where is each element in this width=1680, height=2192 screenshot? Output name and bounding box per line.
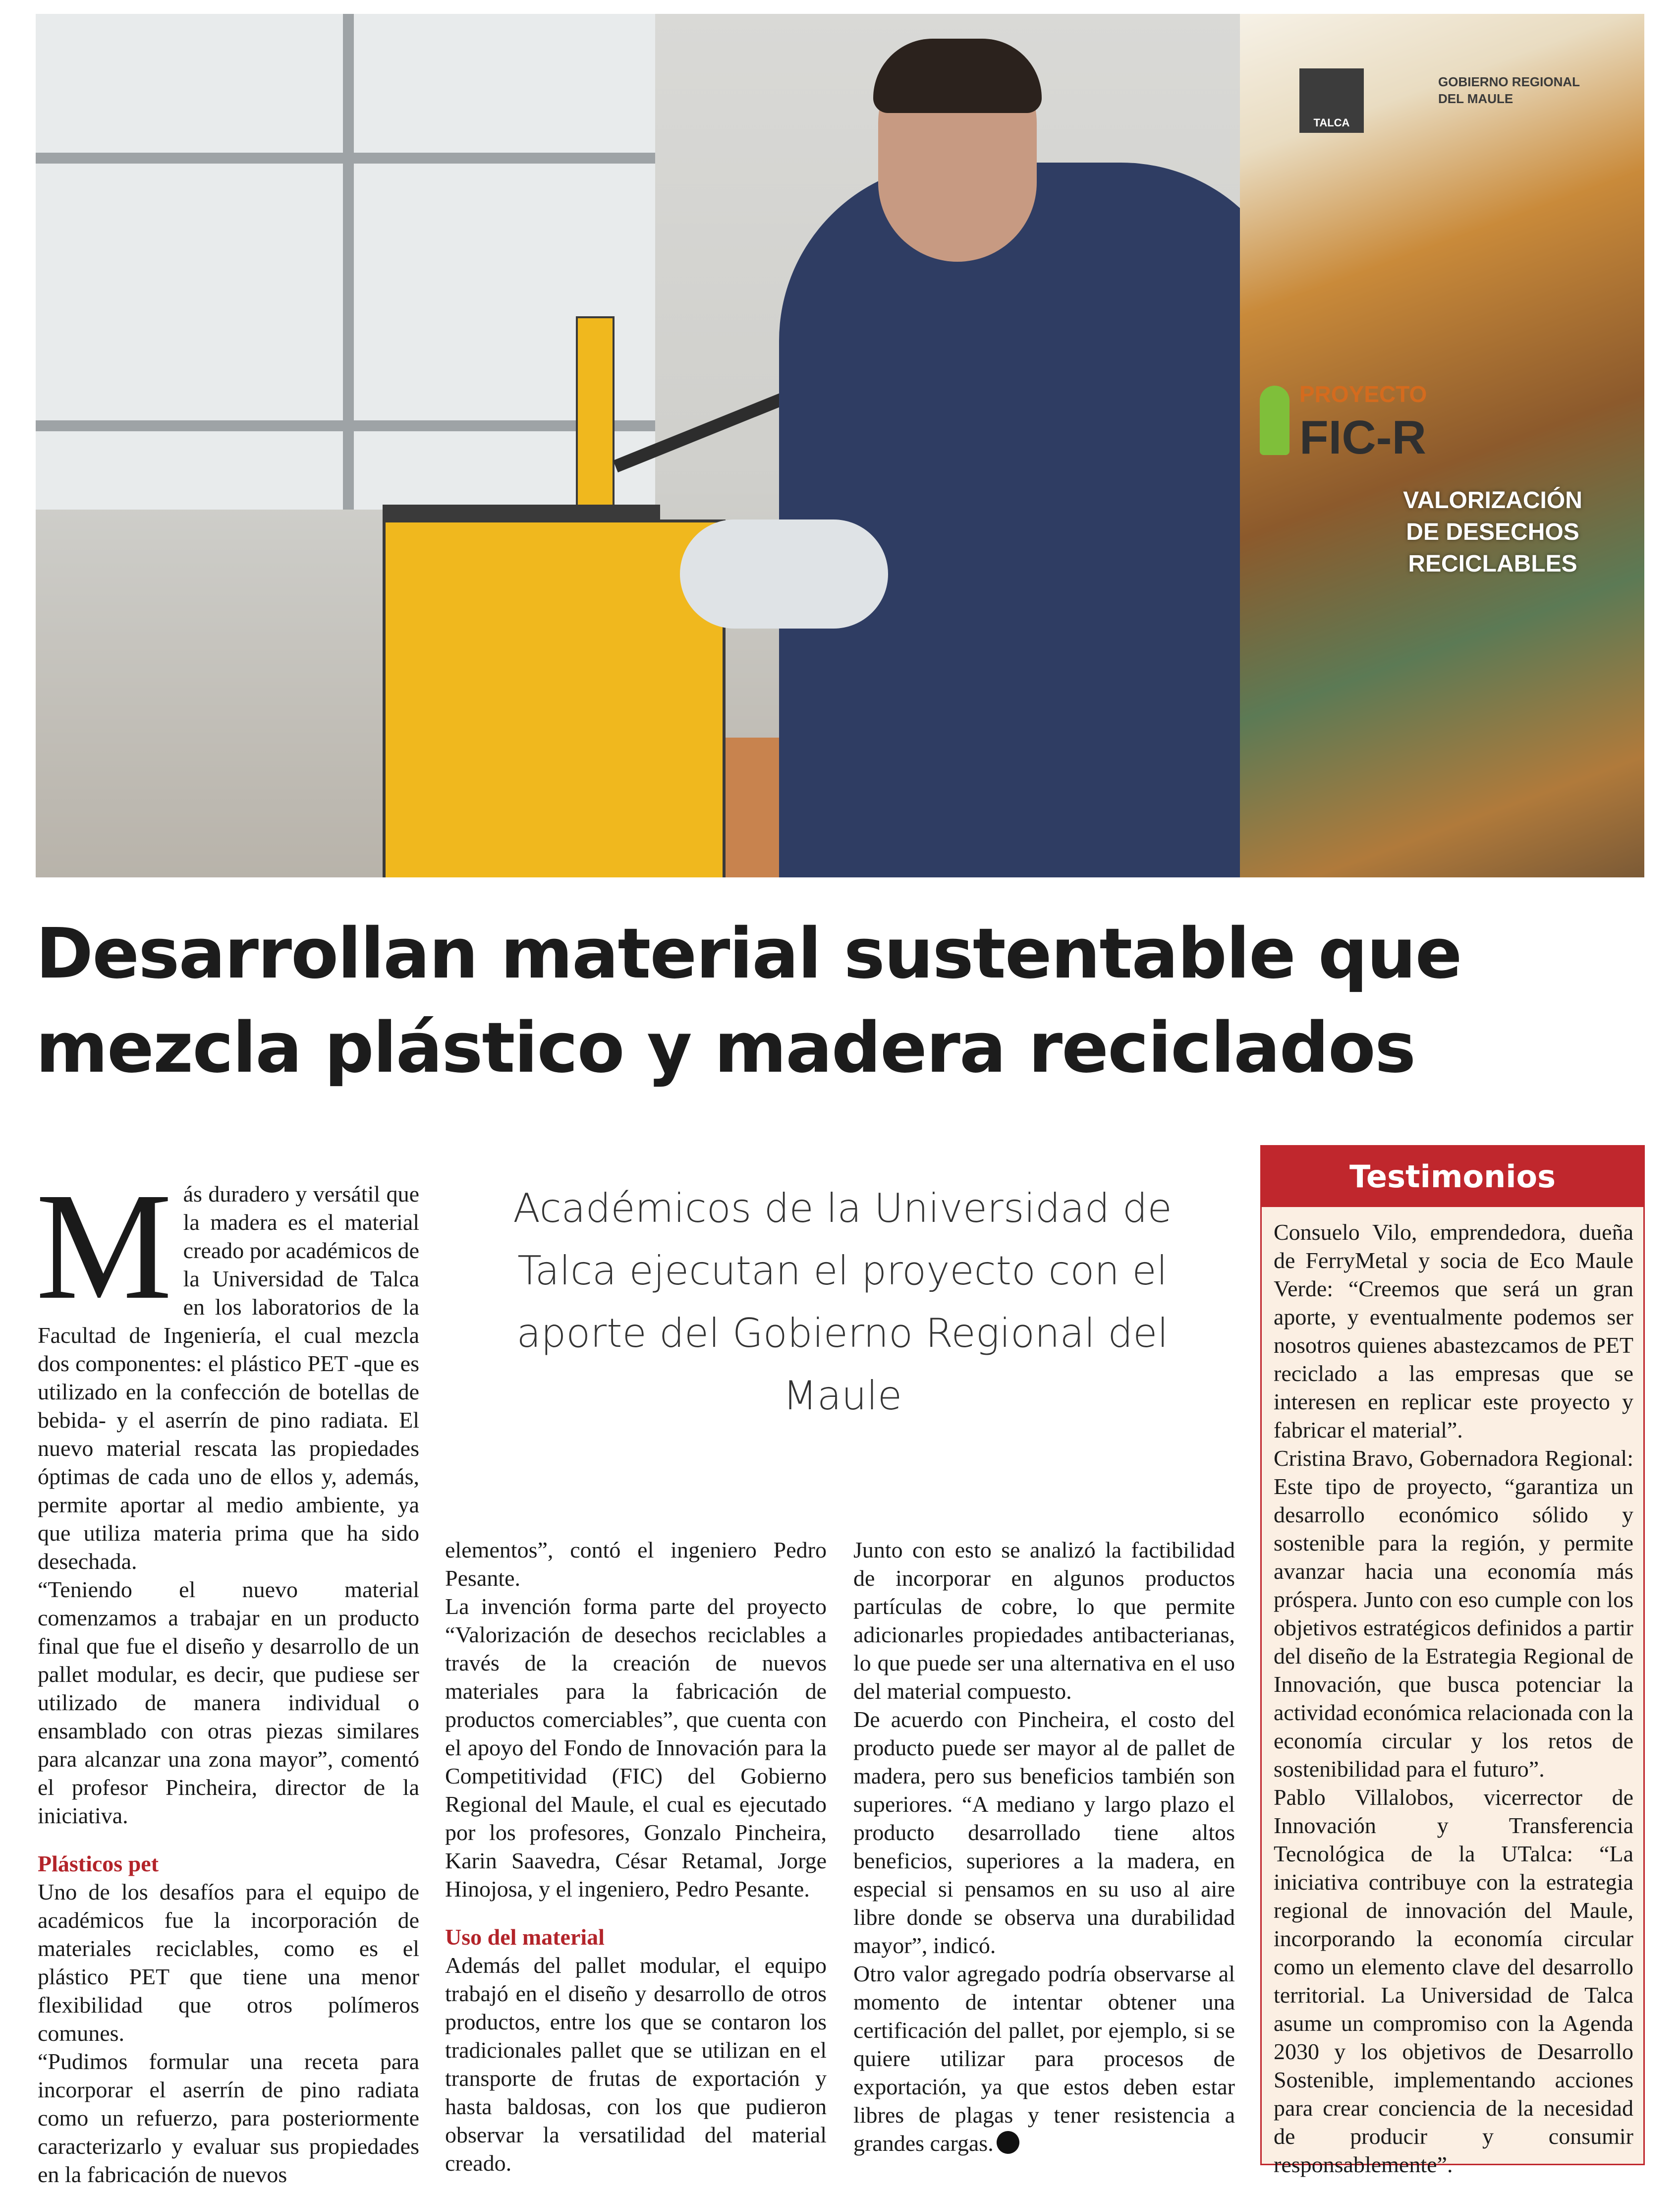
engineer-figure xyxy=(779,163,1299,877)
section-subhead: Uso del material xyxy=(445,1924,605,1950)
engineer-hair xyxy=(873,39,1042,113)
section-subhead: Plásticos pet xyxy=(38,1851,159,1876)
project-banner xyxy=(1240,14,1644,877)
lead-photo xyxy=(36,14,1644,877)
article-paragraph: Además del pallet modular, el equipo trabajó en el diseño y desarrollo de otros productos, entre los que se contaron los tradicionales pallet que se utilizan en el transporte de frutas de exportación y hasta baldosas, con los que pudieron observar la versatilidad del material creado. xyxy=(445,1953,827,2176)
drop-cap: M xyxy=(36,1161,172,1331)
sidebar-title: Testimonios xyxy=(1262,1147,1643,1207)
window-frame xyxy=(343,14,354,510)
gobierno-regional-logo: GOBIERNO REGIONAL DEL MAULE xyxy=(1438,74,1580,106)
article-paragraph: “Teniendo el nuevo material comenzamos a trabajar en un producto final que fue el diseño y desarrollo de un pallet modular, es decir, que pudiese ser utilizado de manera individual o ensamblado con otras piezas similares para alcanzar una zona mayor”, comentó el profesor Pincheira, director de la iniciativa. xyxy=(38,1577,419,1828)
article-paragraph: Junto con esto se analizó la factibilidad de incorporar en algunos productos partículas de cobre, lo que permite adicionarles propiedades antibacterianas, lo que puede ser una alternativa en el uso del material compuesto. xyxy=(853,1537,1235,1704)
article-paragraph: De acuerdo con Pincheira, el costo del producto puede ser mayor al de pallet de madera, pero sus beneficios también son superiores. “A mediano y largo plazo el producto desarrollado tiene altos beneficios, superiores a la madera, en especial si pensamos en su uso al aire libre donde se observa una durabilidad mayor”, indicó. xyxy=(853,1707,1235,1958)
utalca-logo: TALCA xyxy=(1299,68,1364,133)
hydraulic-press xyxy=(383,519,726,877)
banner-fic: FIC-R xyxy=(1299,411,1426,464)
testimonial-paragraph: Pablo Villalobos, vicerrector de Innovación y Transferencia Tecnológica de la UTalca: “La iniciativa contribuye con la estrategia regional de innovación del Maule, incorporando la economía circular como un elemento clave del desarrollo territorial. La Universidad de Talca asume un compromiso con la Agenda 2030 y los objetivos de Desarrollo Sostenible, implementando acciones para crear conciencia de la necesidad de producir y consumir responsablemente”. xyxy=(1274,1785,1633,2177)
banner-tagline: VALORIZACIÓN DE DESECHOS RECICLABLES xyxy=(1403,487,1582,577)
leaf-icon xyxy=(1260,386,1289,455)
article-paragraph: “Pudimos formular una receta para incorporar el aserrín de pino radiata como un refuerzo, para posteriormente caracterizarlo y evaluar sus propiedades en la fabricación de nuevos xyxy=(38,2049,419,2187)
testimonial-paragraph: Consuelo Vilo, emprendedora, dueña de FerryMetal y socia de Eco Maule Verde: “Creemos que será un gran aporte, y eventualmente podemos ser nosotros quienes abastezcamos de PET reciclado a las empresas que se interesen en replicar este proyecto y fabricar el material”. xyxy=(1274,1219,1633,1442)
headline: Desarrollan material sustentable que mezcla plástico y madera reciclados xyxy=(36,914,1461,1089)
article-column-2 xyxy=(445,1536,827,2177)
article-paragraph: Uno de los desafíos para el equipo de académicos fue la incorporación de materiales reciclables, como es el plástico PET que tiene una menor flexibilidad que otros polímeros comunes. xyxy=(38,1879,419,2046)
testimonios-sidebar xyxy=(1260,1145,1645,2177)
press-column xyxy=(576,316,615,528)
end-mark-icon xyxy=(997,2131,1019,2154)
deck: Académicos de la Universidad de Talca ejecutan el proyecto con el aporte del Gobierno Regional del Maule xyxy=(513,1185,1172,1419)
banner-logos xyxy=(1299,68,1597,148)
article-paragraph: ás duradero y versátil que la madera es el material creado por académicos de la Universidad de Talca en los laboratorios de la Facultad de Ingeniería, el cual mezcla dos componentes: el plástico PET -que es utilizado en la confección de botellas de bebida- y el aserrín de pino radiata. El nuevo material rescata las propiedades óptimas de cada uno de ellos y, además, permite aportar al medio ambiente, ya que utiliza materia prima que ha sido desechada. xyxy=(38,1181,419,1574)
banner-proyecto: PROYECTO xyxy=(1299,381,1427,407)
window-frame xyxy=(36,420,655,431)
fic-r-logo xyxy=(1260,371,1458,470)
article-column-1 xyxy=(36,1161,419,2189)
article-paragraph: La invención forma parte del proyecto “Valorización de desechos reciclables a través de la creación de nuevos materiales para la fabricación de productos comerciables”, que cuenta con el apoyo del Fondo de Innovación para la Competitividad (FIC) del Gobierno Regional del Maule, el cual es ejecutado por los profesores, Gonzalo Pincheira, Karin Saavedra, César Retamal, Jorge Hinojosa, y el ingeniero, Pedro Pesante. xyxy=(445,1594,827,1902)
engineer-glove xyxy=(680,519,888,629)
article-paragraph: elementos”, contó el ingeniero Pedro Pesante. xyxy=(445,1537,827,1591)
article-paragraph: Otro valor agregado podría observarse al momento de intentar obtener una certificación del pallet, por ejemplo, si se quiere utilizar para procesos de exportación, ya que estos deben estar libres de plagas y tener resistencia a grandes cargas. xyxy=(853,1961,1235,2156)
testimonial-paragraph: Cristina Bravo, Gobernadora Regional: Este tipo de proyecto, “garantiza un desarrollo económico sólido y sostenible para la región, y permite avanzar hacia una economía más próspera. Junto con eso cumple con los objetivos estratégicos definidos a partir del diseño de la Estrategia Regional de Innovación, que busca potenciar la actividad económica relacionada con la economía circular y los retos de sostenibilidad para el futuro”. xyxy=(1274,1445,1633,1782)
sidebar-body xyxy=(1262,1207,1643,2179)
article-column-3 xyxy=(853,1536,1235,2157)
